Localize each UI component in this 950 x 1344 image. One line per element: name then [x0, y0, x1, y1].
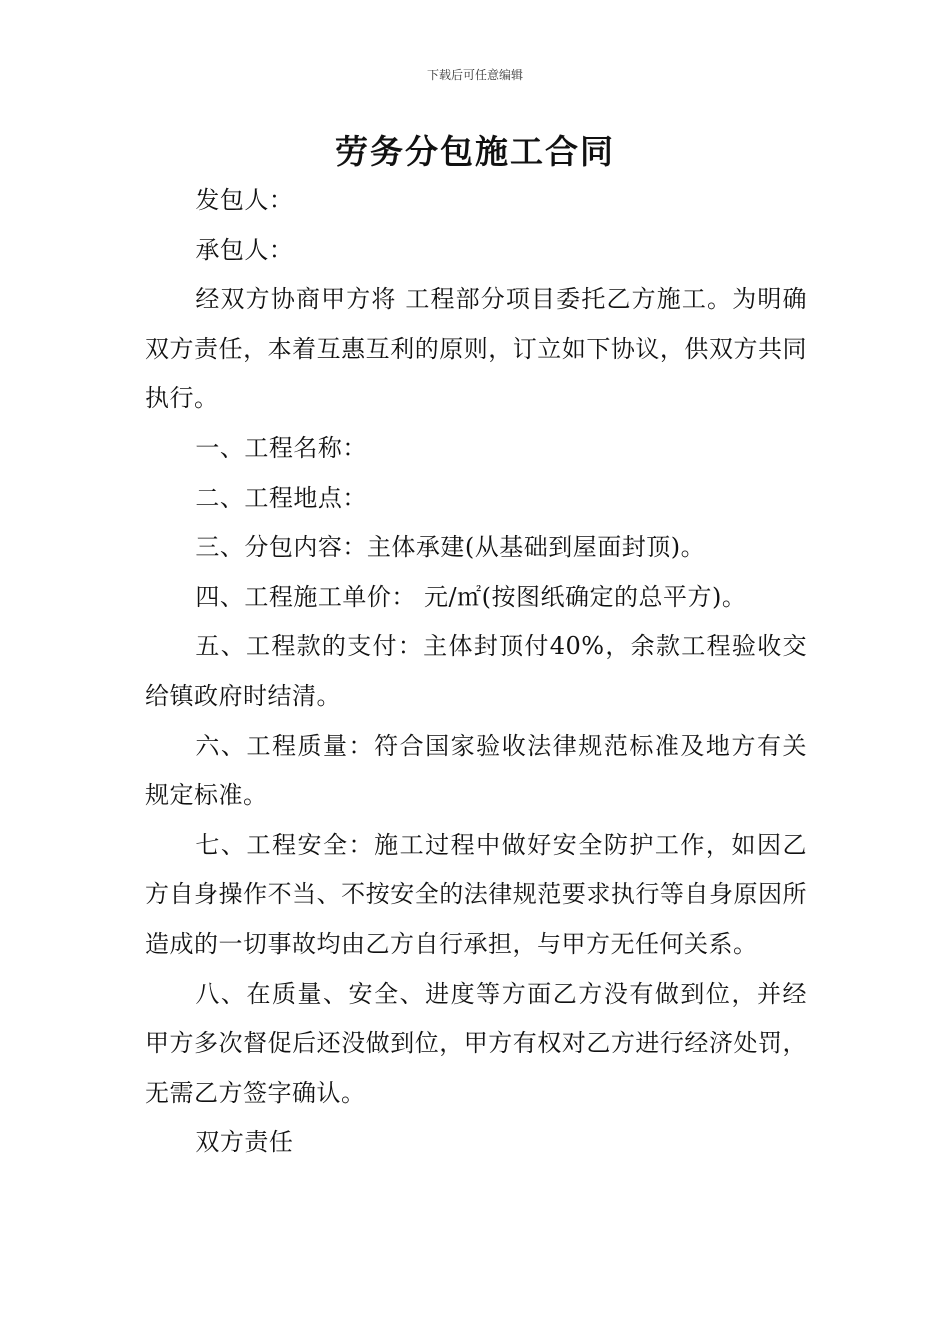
header-note: 下载后可任意编辑: [426, 68, 523, 82]
paragraph-payment: 五、工程款的支付：主体封顶付40%，余款工程验收交给镇政府时结清。: [145, 632, 807, 710]
paragraph-contractor: 承包人：: [195, 235, 294, 264]
paragraph-responsibilities: 双方责任: [195, 1128, 294, 1157]
document-body: [145, 176, 807, 1168]
paragraph-quality: 六、工程质量：符合国家验收法律规范标准及地方有关规定标准。: [145, 731, 807, 810]
paragraph-project-location: 二、工程地点：: [195, 483, 367, 512]
document-title: 劳务分包施工合同: [335, 132, 615, 171]
paragraph-unit-price: 四、工程施工单价： 元/㎡(按图纸确定的总平方)。: [195, 582, 747, 611]
paragraph-intro: 经双方协商甲方将 工程部分项目委托乙方施工。为明确双方责任，本着互惠互利的原则，订立如下协议，供双方共同执行。: [145, 285, 807, 413]
paragraph-safety: 七、工程安全：施工过程中做好安全防护工作，如因乙方自身操作不当、不按安全的法律规范要求执行等自身原因所造成的一切事故均由乙方自行承担，与甲方无任何关系。: [145, 830, 807, 958]
paragraph-employer: 发包人：: [195, 186, 294, 214]
paragraph-scope: 三、分包内容：主体承建(从基础到屋面封顶)。: [195, 533, 706, 562]
paragraph-project-name: 一、工程名称：: [195, 433, 367, 462]
paragraph-penalty: 八、在质量、安全、进度等方面乙方没有做到位，并经甲方多次督促后还没做到位，甲方有权对乙方进行经济处罚，无需乙方签字确认。: [145, 979, 807, 1107]
